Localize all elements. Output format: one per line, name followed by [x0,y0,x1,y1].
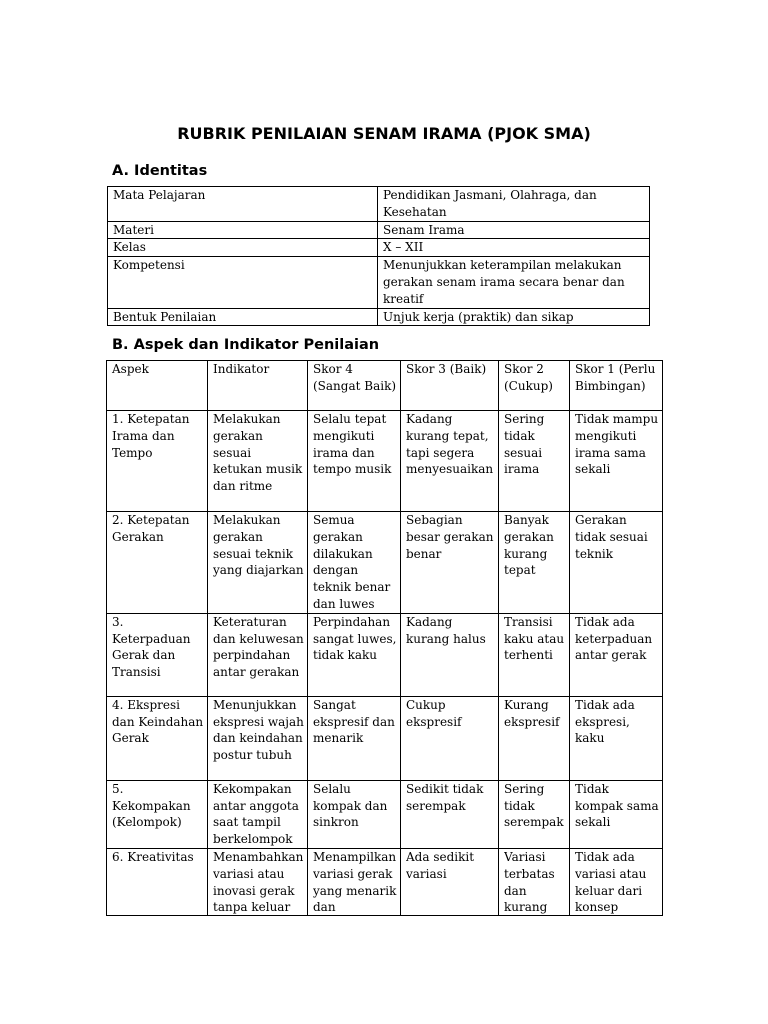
table-row [108,257,650,308]
cell-aspek: 1. Ketepatan Irama dan Tempo [107,411,208,512]
table-row [108,239,650,257]
table-row [108,187,650,222]
cell-skor-4: Semua gerakan dilakukan dengan teknik benar dan luwes [308,512,401,614]
cell-skor-3: Cukup ekspresif [401,696,499,780]
identity-label: Materi [108,221,378,239]
cell-skor-1: Tidak ada keterpaduan antar gerak [570,613,663,696]
rubric-table [106,360,663,916]
table-header-row [107,361,663,411]
cell-text: Menambahkan variasi atau inovasi gerak tanpa keluar [213,849,304,915]
cell-skor-4: Selalu kompak dan sinkron [308,780,401,848]
cell-skor-4: Perpindahan sangat luwes, tidak kaku [308,613,401,696]
cell-text: Menampilkan variasi gerak yang menarik dan [313,849,397,915]
cell-skor-4: Sangat ekspresif dan menarik [308,696,401,780]
table-row [108,308,650,326]
identity-table [107,186,650,326]
header-skor-3: Skor 3 (Baik) [401,361,499,411]
cell-skor-1: Tidak mampu mengikuti irama sama sekali [570,411,663,512]
table-row [107,780,663,848]
identity-value: Menunjukkan keterampilan melakukan gerakan senam irama secara benar dan kreatif [378,257,650,308]
cell-skor-4: Selalu tepat mengikuti irama dan tempo musik [308,411,401,512]
cell-aspek: 3. Keterpaduan Gerak dan Transisi [107,613,208,696]
cell-skor-3 [401,848,499,915]
cell-skor-3: Sedikit tidak serempak [401,780,499,848]
header-skor-4: Skor 4 (Sangat Baik) [308,361,401,411]
cell-skor-1 [570,848,663,915]
cell-skor-3: Kadang kurang tepat, tapi segera menyesuaikan [401,411,499,512]
cell-indikator: Keteraturan dan keluwesan perpindahan antar gerakan [208,613,308,696]
table-row [107,512,663,614]
cell-skor-2: Kurang ekspresif [499,696,570,780]
table-row [107,411,663,512]
cell-skor-3: Kadang kurang halus [401,613,499,696]
cell-indikator [208,848,308,915]
cell-skor-2: Banyak gerakan kurang tepat [499,512,570,614]
identity-label: Mata Pelajaran [108,187,378,222]
identity-label: Kompetensi [108,257,378,308]
table-row [107,848,663,915]
table-row [108,221,650,239]
cell-skor-3: Sebagian besar gerakan benar [401,512,499,614]
identity-label: Bentuk Penilaian [108,308,378,326]
cell-skor-2 [499,848,570,915]
cell-text: Variasi terbatas dan kurang [504,849,555,915]
identity-value: X – XII [378,239,650,257]
header-indikator: Indikator [208,361,308,411]
table-row [107,613,663,696]
cell-text: 6. Kreativitas [112,849,194,864]
cell-aspek: 2. Ketepatan Gerakan [107,512,208,614]
cell-aspek [107,848,208,915]
cell-skor-4 [308,848,401,915]
cell-skor-1: Gerakan tidak sesuai teknik [570,512,663,614]
section-a-heading: A. Identitas [112,163,208,179]
cell-skor-2: Sering tidak sesuai irama [499,411,570,512]
header-aspek: Aspek [107,361,208,411]
header-skor-1: Skor 1 (Perlu Bimbingan) [570,361,663,411]
cell-aspek: 4. Ekspresi dan Keindahan Gerak [107,696,208,780]
cell-aspek: 5. Kekompakan (Kelompok) [107,780,208,848]
table-row [107,696,663,780]
section-b-heading: B. Aspek dan Indikator Penilaian [112,337,380,353]
identity-value: Senam Irama [378,221,650,239]
cell-indikator: Melakukan gerakan sesuai teknik yang diajarkan [208,512,308,614]
cell-indikator: Menunjukkan ekspresi wajah dan keindahan postur tubuh [208,696,308,780]
identity-label: Kelas [108,239,378,257]
cell-indikator: Melakukan gerakan sesuai ketukan musik dan ritme [208,411,308,512]
identity-value: Pendidikan Jasmani, Olahraga, dan Kesehatan [378,187,650,222]
cell-indikator: Kekompakan antar anggota saat tampil berkelompok [208,780,308,848]
cell-skor-1: Tidak kompak sama sekali [570,780,663,848]
header-skor-2: Skor 2 (Cukup) [499,361,570,411]
document-title: RUBRIK PENILAIAN SENAM IRAMA (PJOK SMA) [177,124,591,143]
cell-skor-2: Transisi kaku atau terhenti [499,613,570,696]
cell-text: Tidak ada variasi atau keluar dari konsep [575,849,647,915]
cell-text: Ada sedikit variasi [406,849,475,881]
cell-skor-2: Sering tidak serempak [499,780,570,848]
identity-value: Unjuk kerja (praktik) dan sikap [378,308,650,326]
cell-skor-1: Tidak ada ekspresi, kaku [570,696,663,780]
